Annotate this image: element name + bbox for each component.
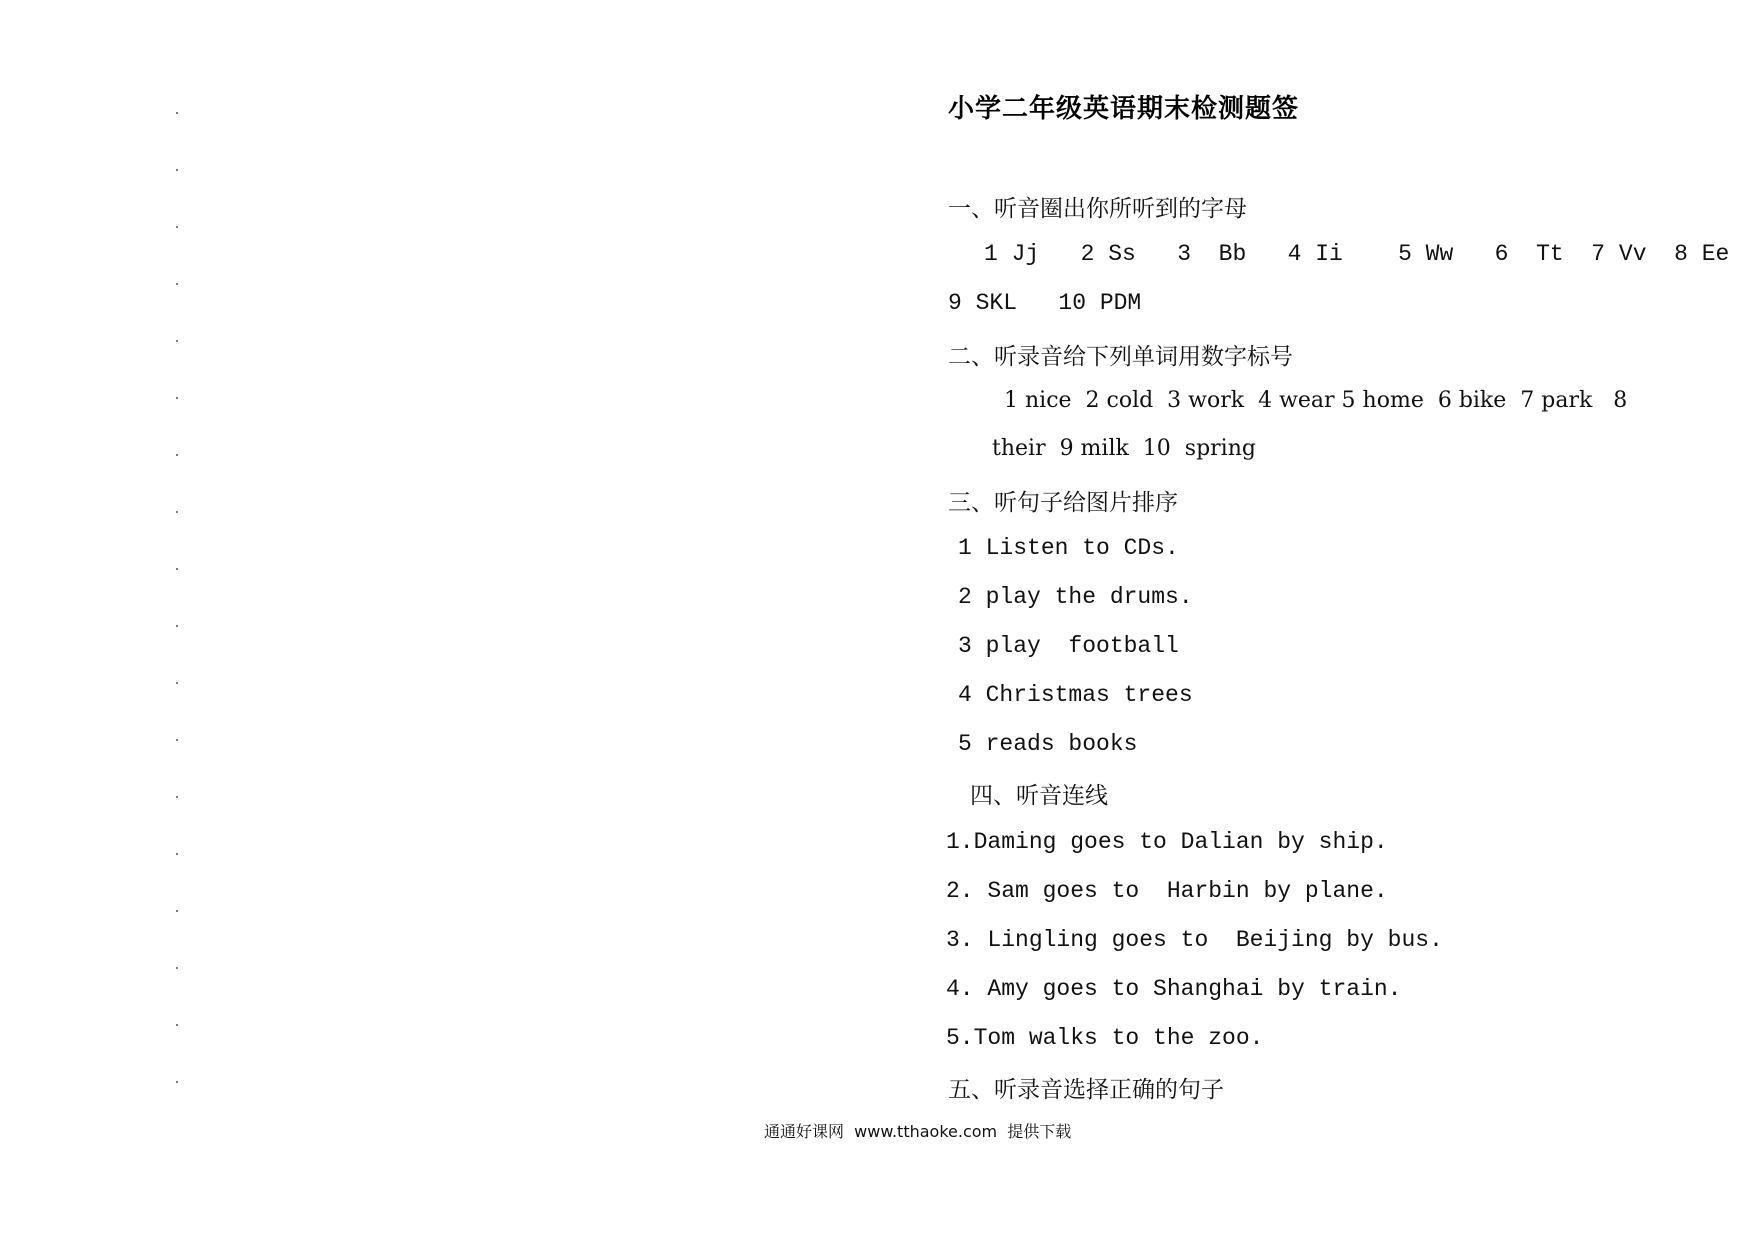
section-4-item: 5.Tom walks to the zoo. [946,1025,1264,1051]
binding-margin-dots [176,112,180,1112]
section-2-words-line-1: 1 nice 2 cold 3 work 4 wear 5 home 6 bike 7 park 8 [1004,388,1628,413]
section-1-letters-line-1: 1 Jj 2 Ss 3 Bb 4 Ii 5 Ww 6 Tt 7 Vv 8 Ee [984,241,1730,267]
section-2-words-line-2: their 9 milk 10 spring [992,436,1256,461]
section-3-item: 2 play the drums. [958,584,1193,610]
exam-title: 小学二年级英语期末检测题签 [948,94,1300,124]
section-4-item: 1.Daming goes to Dalian by ship. [946,829,1388,855]
section-3-heading: 三、听句子给图片排序 [948,490,1178,516]
section-2-heading: 二、听录音给下列单词用数字标号 [948,344,1293,370]
section-1-heading: 一、听音圈出你所听到的字母 [948,196,1247,222]
section-5-heading: 五、听录音选择正确的句子 [948,1077,1224,1103]
footer-source-note: 通通好课网 www.tthaoke.com 提供下载 [764,1122,1072,1141]
section-4-item: 3. Lingling goes to Beijing by bus. [946,927,1443,953]
section-3-item: 4 Christmas trees [958,682,1193,708]
section-4-item: 2. Sam goes to Harbin by plane. [946,878,1388,904]
section-3-item: 1 Listen to CDs. [958,535,1179,561]
section-4-heading: 四、听音连线 [970,783,1108,809]
section-1-letters-line-2: 9 SKL 10 PDM [948,290,1142,316]
section-3-item: 3 play football [958,633,1179,659]
section-3-item: 5 reads books [958,731,1138,757]
section-4-item: 4. Amy goes to Shanghai by train. [946,976,1402,1002]
